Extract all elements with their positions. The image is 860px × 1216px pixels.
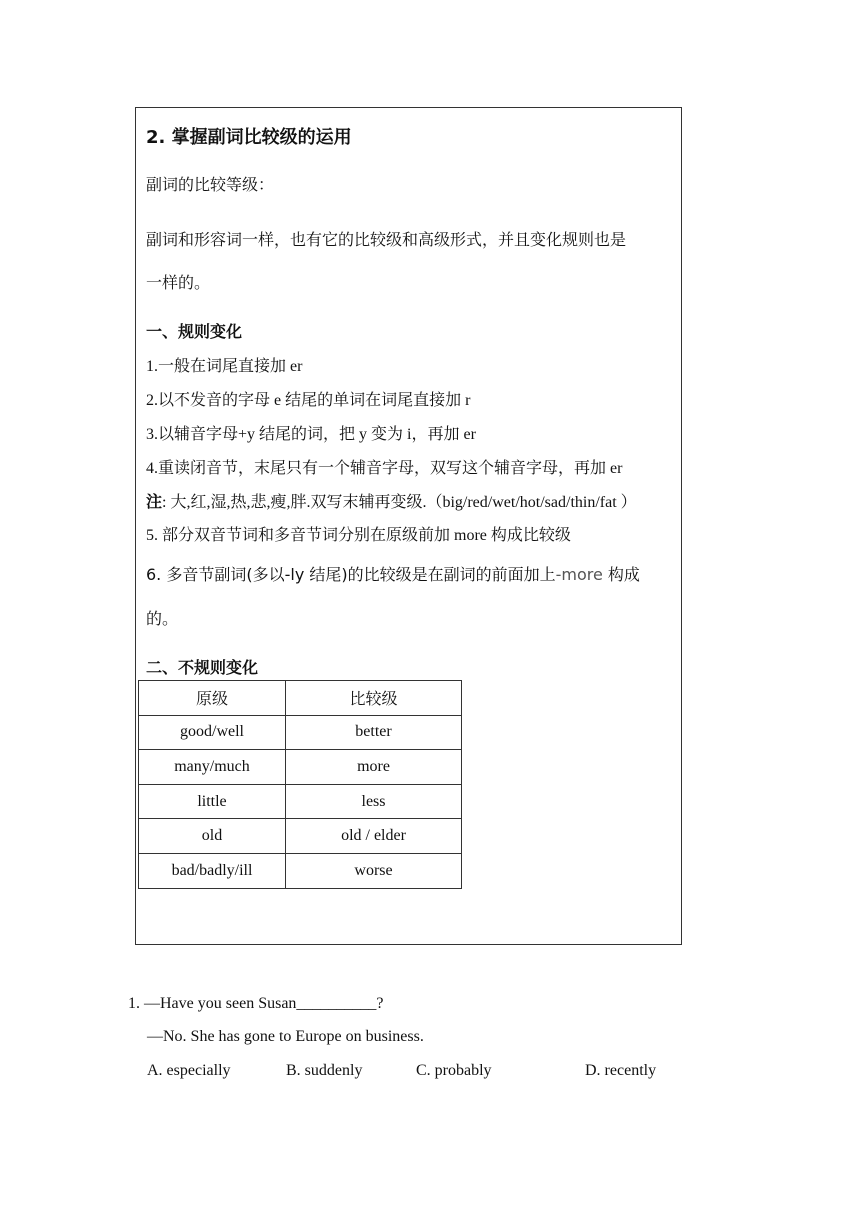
table-cell: good/well: [139, 715, 286, 750]
option-b: B. suddenly: [286, 1062, 363, 1079]
rule-6-line-2: 的。: [146, 609, 179, 628]
table-header-base: 原级: [139, 681, 286, 716]
question-reply: —No. She has gone to Europe on business.: [147, 1028, 424, 1045]
question-stem: 1. —Have you seen Susan__________?: [128, 995, 384, 1012]
intro-line-2: 一样的。: [146, 273, 211, 292]
rule-3: 3.以辅音字母+y 结尾的词，把 y 变为 i，再加 er: [146, 426, 476, 443]
rule-1: 1.一般在词尾直接加 er: [146, 358, 303, 375]
intro-line-1: 副词和形容词一样，也有它的比较级和高级形式，并且变化规则也是: [146, 230, 627, 249]
regular-heading: 一、规则变化: [146, 322, 243, 341]
rule-2: 2.以不发音的字母 e 结尾的单词在词尾直接加 r: [146, 392, 471, 409]
table-cell: worse: [286, 853, 462, 888]
irregular-heading: 二、不规则变化: [146, 658, 259, 677]
table-row: [139, 784, 462, 819]
table-row: [139, 819, 462, 854]
rule-5: 5. 部分双音节词和多音节词分别在原级前加 more 构成比较级: [146, 527, 571, 544]
table-cell: more: [286, 750, 462, 785]
table-cell: old / elder: [286, 819, 462, 854]
option-c: C. probably: [416, 1062, 492, 1079]
rule-4: 4.重读闭音节，末尾只有一个辅音字母，双写这个辅音字母，再加 er: [146, 460, 623, 477]
table-row: [139, 715, 462, 750]
table-cell: old: [139, 819, 286, 854]
table-cell: many/much: [139, 750, 286, 785]
table-cell: bad/badly/ill: [139, 853, 286, 888]
rule-6-more: -more: [555, 565, 603, 584]
table-cell: less: [286, 784, 462, 819]
rule-6-suffix: 构成: [602, 565, 640, 584]
table-row: [139, 750, 462, 785]
subtitle: 副词的比较等级：: [146, 175, 275, 194]
table-cell: little: [139, 784, 286, 819]
note-line: [146, 489, 637, 512]
table-header-row: [139, 681, 462, 716]
table-header-comparative: 比较级: [286, 681, 462, 716]
option-d: D. recently: [585, 1062, 657, 1079]
rule-6-line-1: [146, 562, 640, 585]
irregular-table: [138, 680, 462, 889]
table-cell: better: [286, 715, 462, 750]
option-a: A. especially: [147, 1062, 231, 1079]
table-row: [139, 853, 462, 888]
note-text: : 大,红,湿,热,悲,瘦,胖.双写末辅再变级.（big/red/wet/hot/sad/thin/fat ）: [162, 494, 637, 511]
section-title: 2. 掌握副词比较级的运用: [146, 127, 352, 148]
rule-6-prefix: 6. 多音节副词(多以-ly 结尾)的比较级是在副词的前面加上: [146, 565, 556, 584]
note-label: 注: [146, 494, 163, 511]
